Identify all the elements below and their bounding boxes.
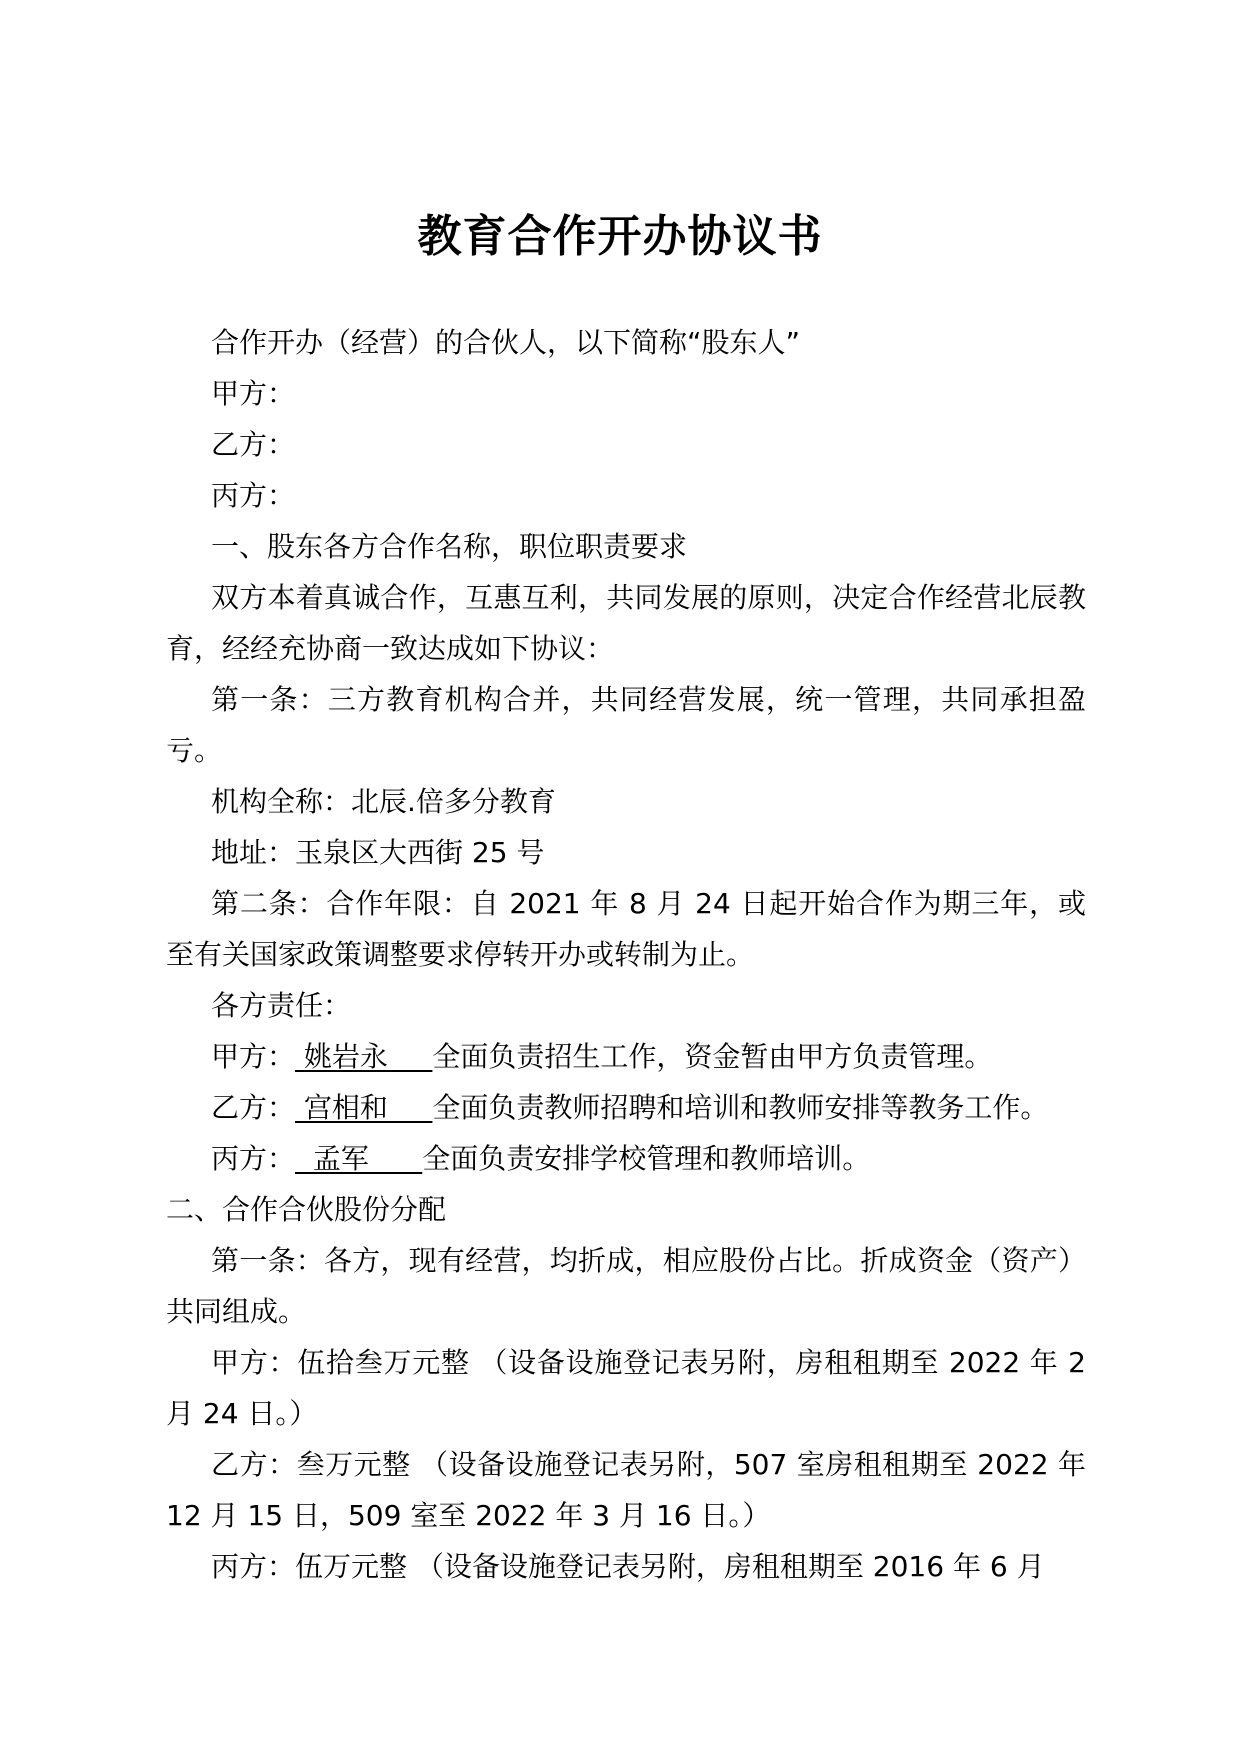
duty-b-text: 全面负责教师招聘和培训和教师安排等教务工作。: [432, 1091, 1049, 1124]
s2-article1-paragraph: 第一条：各方，现有经营，均折成，相应股份占比。折成资金（资产）共同组成。: [166, 1244, 1086, 1328]
party-c-line: 丙方：: [211, 479, 296, 512]
article2-paragraph: 第二条：合作年限：自 2021 年 8 月 24 日起开始合作为期三年，或至有关国家政策调整要求停转开办或转制为止。: [166, 887, 1086, 971]
section2-heading: 二、合作合伙股份分配: [166, 1193, 447, 1226]
duty-b-name: 宫相和: [295, 1091, 433, 1124]
duty-a-line: [166, 1031, 1086, 1082]
duty-a-name: 姚岩永: [295, 1040, 433, 1073]
share-b-paragraph: 乙方：叁万元整 （设备设施登记表另附，507 室房租租期至 2022 年 12 月 15 日，509 室至 2022 年 3 月 16 日。）: [166, 1448, 1086, 1532]
share-c-paragraph: 丙方：伍万元整 （设备设施登记表另附，房租租期至 2016 年 6 月: [211, 1550, 1045, 1583]
article1-paragraph: 第一条：三方教育机构合并，共同经营发展，统一管理，共同承担盈亏。: [166, 683, 1086, 767]
duty-b-line: [166, 1082, 1086, 1133]
duty-c-line: [166, 1133, 1086, 1184]
duty-c-prefix: 丙方：: [211, 1142, 296, 1175]
duty-b-prefix: 乙方：: [211, 1091, 296, 1124]
document-body: [166, 317, 1086, 1592]
duty-a-prefix: 甲方：: [211, 1040, 296, 1073]
document-title: 教育合作开办协议书: [417, 211, 823, 262]
duties-heading: 各方责任：: [211, 989, 352, 1022]
intro-paragraph: 合作开办（经营）的合伙人，以下简称“股东人”: [211, 326, 801, 359]
duty-c-name: 孟军: [295, 1142, 423, 1175]
duty-c-text: 全面负责安排学校管理和教师培训。: [422, 1142, 871, 1175]
address-line: 地址：玉泉区大西街 25 号: [211, 836, 545, 869]
party-a-line: 甲方：: [211, 377, 296, 410]
section1-heading: 一、股东各方合作名称，职位职责要求: [211, 530, 688, 563]
party-b-line: 乙方：: [211, 428, 296, 461]
share-a-paragraph: 甲方：伍拾叁万元整 （设备设施登记表另附，房租租期至 2022 年 2 月 24 日。）: [166, 1346, 1086, 1430]
org-name-line: 机构全称：北辰.倍多分教育: [211, 785, 556, 818]
duty-a-text: 全面负责招生工作，资金暂由甲方负责管理。: [432, 1040, 993, 1073]
principle-paragraph: 双方本着真诚合作，互惠互利，共同发展的原则，决定合作经营北辰教育，经经充协商一致达成如下协议：: [166, 581, 1086, 665]
